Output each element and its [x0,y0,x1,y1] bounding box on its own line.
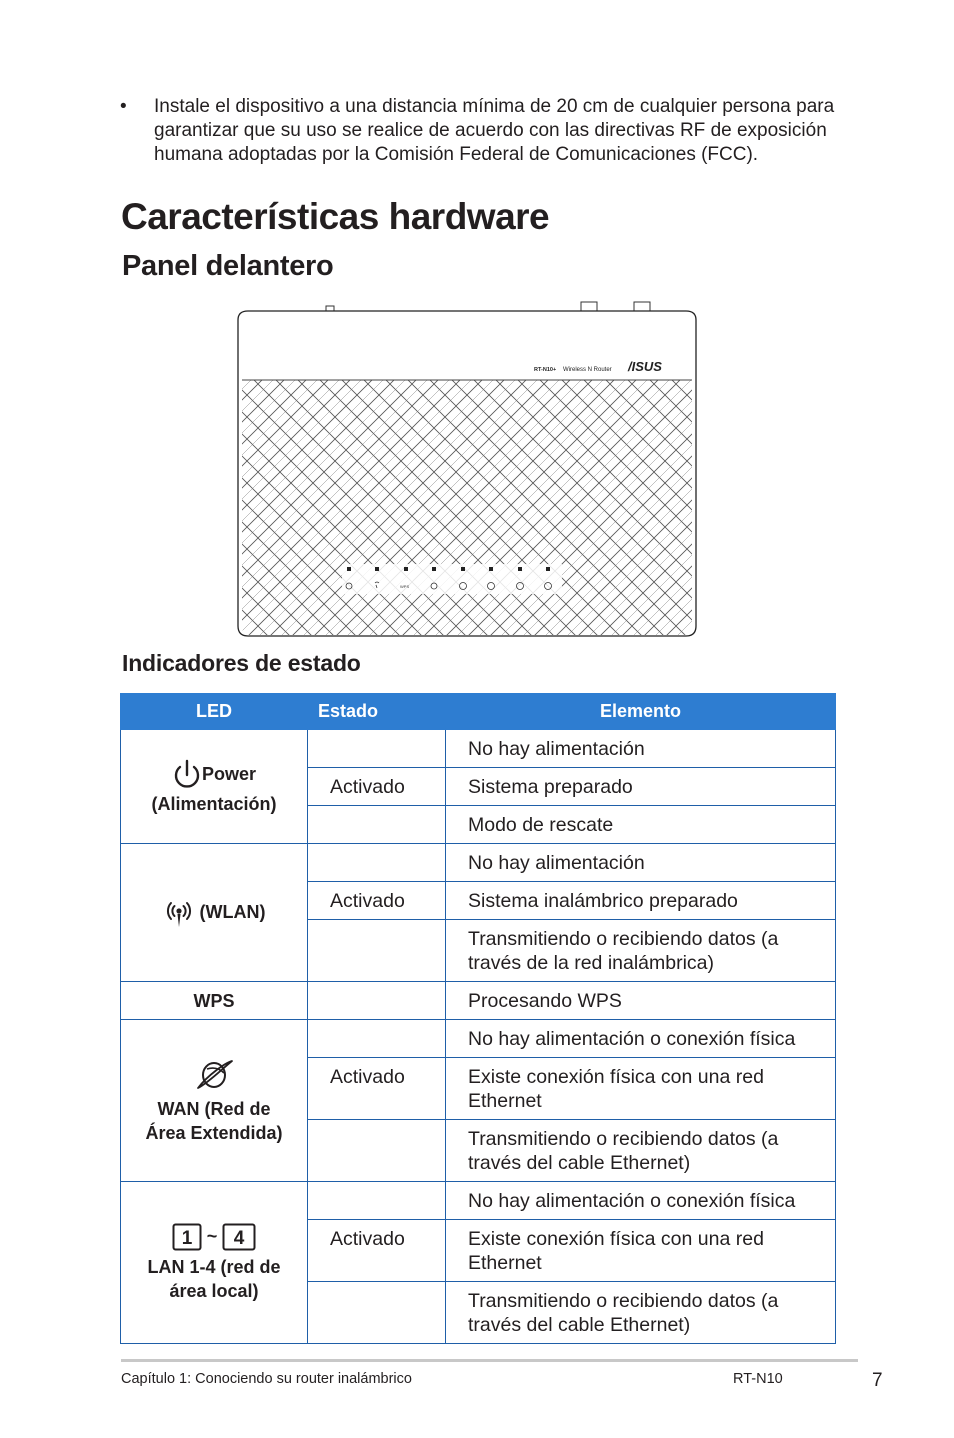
estado-cell: Activado [308,882,446,920]
globe-icon [192,1057,236,1093]
estado-cell [308,1282,446,1344]
led-cell-wps: WPS [121,982,308,1020]
elemento-cell: Transmitiendo o recibiendo datos (a través del cable Ethernet) [446,1282,836,1344]
elemento-cell: Existe conexión física con una red Ethernet [446,1220,836,1282]
asus-logo: /ISUS [628,359,662,374]
table-row [121,982,836,1020]
led-lan3 [518,567,522,571]
estado-cell [308,1120,446,1182]
estado-cell: Activado [308,1220,446,1282]
status-indicator-table [120,693,836,1344]
router-front-panel-illustration [236,296,698,641]
elemento-cell: Modo de rescate [446,806,836,844]
estado-cell: Activado [308,1058,446,1120]
table-header-row [121,694,836,730]
table-title: Indicadores de estado [122,650,361,676]
subsection-title: Panel delantero [122,250,334,282]
estado-cell [308,1182,446,1220]
estado-cell [308,730,446,768]
router-model-label: RT-N10+ [534,367,557,373]
estado-cell: Activado [308,768,446,806]
led-cell-lan [121,1182,308,1344]
section-title: Características hardware [121,196,550,237]
estado-cell [308,982,446,1020]
table-row [121,844,836,882]
led-lan4 [546,567,550,571]
led-lan1 [461,567,465,571]
page-number: 7 [872,1370,883,1391]
col-header-elemento: Elemento [446,694,836,730]
table-row [121,730,836,768]
led-label-wan: WAN (Red de [157,1098,271,1119]
elemento-cell: No hay alimentación [446,844,836,882]
lan-port-first-number: 1 [181,1227,193,1249]
led-label-lan: LAN 1-4 (red de [147,1256,281,1277]
router-wps-label: WPS [400,584,410,589]
led-wlan [375,567,379,571]
estado-cell [308,806,446,844]
led-label-wan-sub: Área Extendida) [145,1122,283,1143]
elemento-cell: No hay alimentación o conexión física [446,1020,836,1058]
led-label-power: Power [201,763,257,784]
footer-chapter: Capítulo 1: Conociendo su router inalámbrico [121,1371,412,1387]
led-label-wlan: (WLAN) [199,901,266,922]
elemento-cell: Sistema preparado [446,768,836,806]
lan-port-last-number: 4 [233,1227,245,1249]
elemento-cell: Sistema inalámbrico preparado [446,882,836,920]
footer-divider [121,1359,858,1362]
col-header-led: LED [121,694,308,730]
elemento-cell: Transmitiendo o recibiendo datos (a través del cable Ethernet) [446,1120,836,1182]
led-wan [432,567,436,571]
bullet-item [120,95,850,167]
footer-model: RT-N10 [733,1371,783,1387]
led-label-power-sub: (Alimentación) [151,793,277,814]
estado-cell [308,920,446,982]
led-power [347,567,351,571]
bullet-mark: • [120,96,127,117]
led-wps [404,567,408,571]
wlan-icon [163,897,195,929]
led-lan2 [489,567,493,571]
elemento-cell: Transmitiendo o recibiendo datos (a través de la red inalámbrica) [446,920,836,982]
table-row [121,1020,836,1058]
estado-cell [308,1020,446,1058]
led-cell-wan [121,1020,308,1182]
elemento-cell: No hay alimentación [446,730,836,768]
router-model-desc: Wireless N Router [563,367,612,373]
elemento-cell: Existe conexión física con una red Ethernet [446,1058,836,1120]
led-cell-wlan [121,844,308,982]
power-icon [172,758,202,792]
led-label-lan-sub: área local) [169,1280,259,1301]
lan-range-tilde: ~ [206,1225,218,1246]
lan-port-icon [222,1223,256,1251]
elemento-cell: No hay alimentación o conexión física [446,1182,836,1220]
bullet-text: Instale el dispositivo a una distancia mínima de 20 cm de cualquier persona para garantizar que su uso se realice de acuerdo con las directivas RF de exposición humana adoptadas por la Comisión Federal de Comunicaciones (FCC). [154,96,835,165]
elemento-cell: Procesando WPS [446,982,836,1020]
col-header-estado: Estado [308,694,446,730]
lan-port-icon [172,1223,202,1251]
led-cell-power [121,730,308,844]
table-row [121,1182,836,1220]
estado-cell [308,844,446,882]
